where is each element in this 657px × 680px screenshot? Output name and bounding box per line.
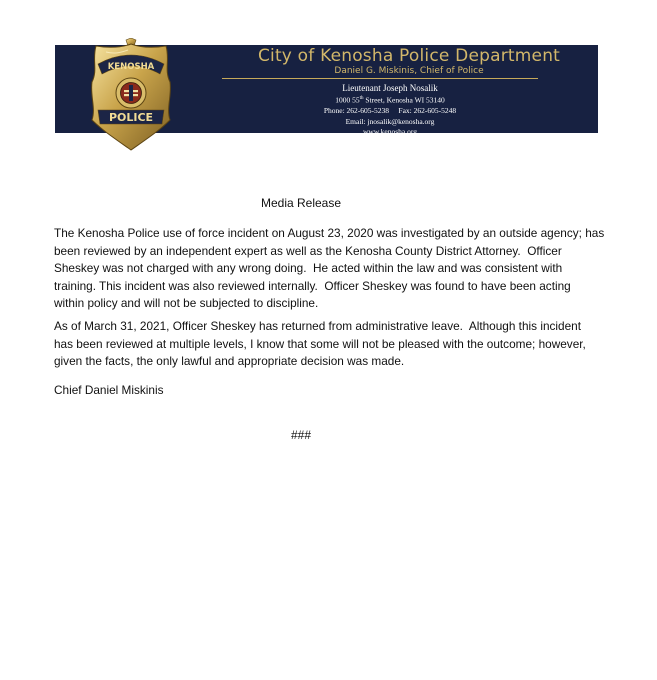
signature: Chief Daniel Miskinis <box>54 383 164 397</box>
address-rest: Street, Kenosha WI 53140 <box>363 95 445 105</box>
paragraph-line: The Kenosha Police use of force incident on August 23, 2020 was investigated by an outside agency; has <box>54 226 605 240</box>
address-number: 1000 55 <box>335 95 360 105</box>
release-paragraph-1 <box>54 225 614 313</box>
paragraph-line: training. This incident was also reviewed internally. Officer Sheskey was found to have been acting <box>54 278 571 293</box>
department-name: City of Kenosha Police Department <box>257 46 561 66</box>
badge-top-text: KENOSHA <box>107 62 155 72</box>
end-mark: ### <box>290 428 312 442</box>
contact-address <box>270 94 510 106</box>
contact-block <box>270 82 510 138</box>
contact-phone: Phone: 262-605-5238 Fax: 262-605-5248 <box>323 106 457 115</box>
badge-bottom-text: POLICE <box>108 111 154 124</box>
media-release-title: Media Release <box>260 196 342 210</box>
release-paragraph-2 <box>54 318 614 371</box>
paragraph-line: been reviewed by an independent expert as well as the Kenosha County District Attorney. Officer <box>54 243 562 258</box>
contact-email: Email: jnosalik@kenosha.org <box>345 116 435 126</box>
paragraph-line: within policy and will not be subjected to discipline. <box>54 296 319 311</box>
chief-of-police-line: Daniel G. Miskinis, Chief of Police <box>334 66 484 76</box>
gold-divider <box>222 78 538 79</box>
paragraph-line: has been reviewed at multiple levels, I know that some will not be pleased with the outcome; however, <box>54 336 586 351</box>
police-badge-icon <box>90 38 172 152</box>
contact-website: www.kenosha.org <box>363 127 417 136</box>
paragraph-line: As of March 31, 2021, Officer Sheskey has returned from administrative leave. Although this incident <box>54 319 581 333</box>
paragraph-line: given the facts, the only lawful and appropriate decision was made. <box>54 354 405 369</box>
contact-name: Lieutenant Joseph Nosalik <box>342 83 438 93</box>
paragraph-line: Sheskey was not charged with any wrong doing. He acted within the law and was consistent with <box>54 261 563 276</box>
address-suffix: th <box>359 96 364 101</box>
